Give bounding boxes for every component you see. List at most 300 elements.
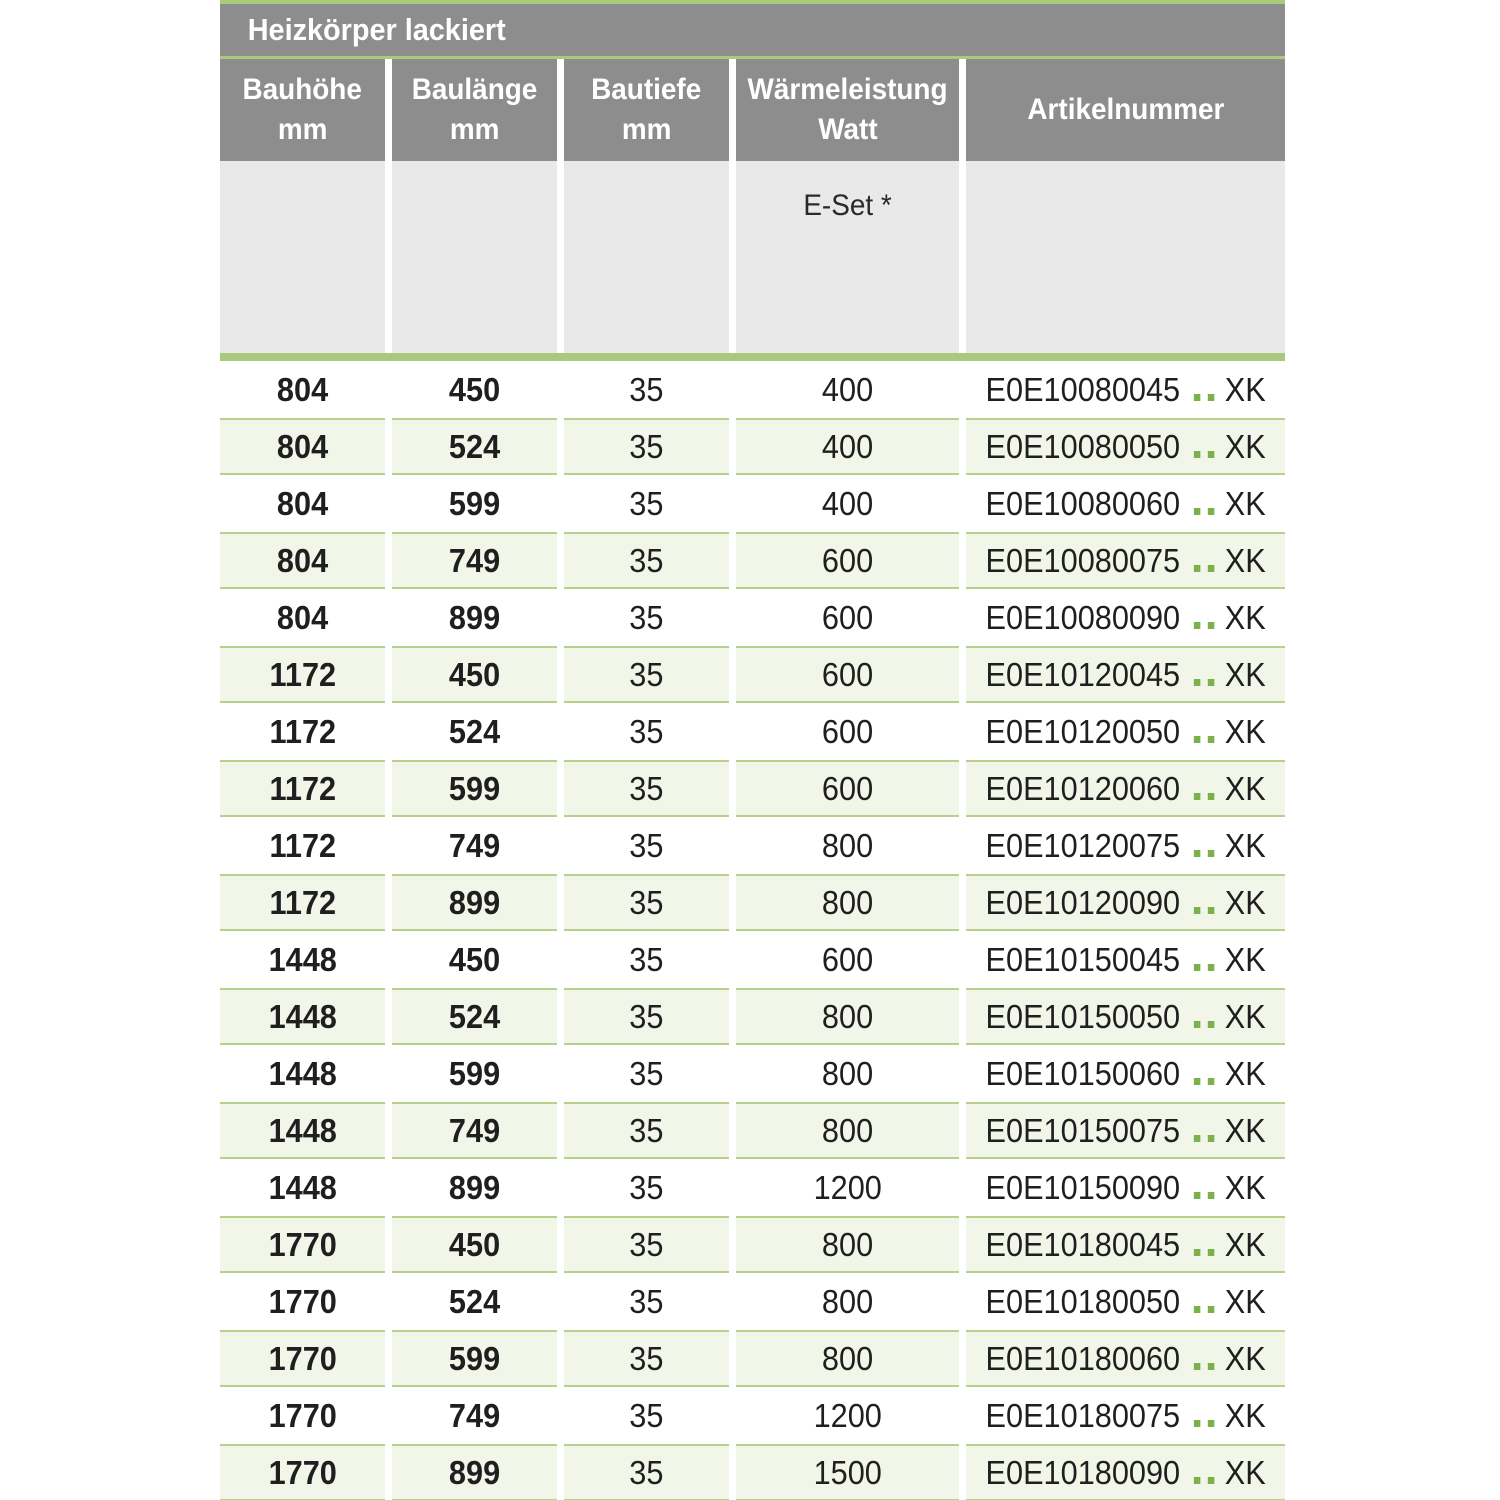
table-row (220, 475, 1285, 532)
cell-bauhoehe (220, 988, 385, 1045)
artikel-suffix: XK (1224, 655, 1266, 693)
artikelnummer-value (985, 713, 1265, 751)
table-subheader-row (220, 161, 1285, 353)
cell-artikelnummer (966, 703, 1285, 760)
cell-bautiefe (564, 988, 729, 1045)
color-code-dots-icon (1190, 1021, 1218, 1028)
color-code-dots-icon (1190, 1420, 1218, 1427)
cell-watt (736, 988, 959, 1045)
bautiefe-value: 35 (629, 769, 664, 807)
cell-bautiefe (564, 475, 729, 532)
cell-bauhoehe (220, 1330, 385, 1387)
baulaenge-value: 450 (448, 940, 501, 978)
watt-value: 800 (821, 1111, 874, 1149)
watt-value: 800 (821, 1225, 874, 1263)
artikel-suffix: XK (1224, 1396, 1266, 1434)
table-row (220, 589, 1285, 646)
bauhoehe-value: 804 (276, 541, 329, 579)
artikel-prefix: E0E10180050 (985, 1282, 1180, 1320)
artikelnummer-value (985, 1340, 1265, 1378)
column-header-baulaenge (392, 59, 557, 161)
color-code-dots-icon (1190, 394, 1218, 401)
column-label: Artikelnummer (1027, 93, 1224, 126)
artikel-suffix: XK (1224, 940, 1266, 978)
cell-artikelnummer (966, 418, 1285, 475)
baulaenge-value: 899 (448, 598, 501, 636)
watt-value: 400 (821, 427, 874, 465)
column-label: Wärmeleistung (747, 73, 948, 106)
color-code-dots-icon (1190, 1249, 1218, 1256)
bauhoehe-value: 804 (276, 598, 329, 636)
cell-baulaenge (392, 475, 557, 532)
cell-baulaenge (392, 817, 557, 874)
eset-label: E-Set * (803, 189, 892, 222)
artikelnummer-value (985, 998, 1265, 1036)
baulaenge-value: 524 (448, 997, 501, 1035)
cell-artikelnummer (966, 1216, 1285, 1273)
cell-watt (736, 589, 959, 646)
watt-value: 600 (821, 769, 874, 807)
subheader-cell-bauhoehe (220, 161, 385, 353)
cell-artikelnummer (966, 760, 1285, 817)
baulaenge-value: 749 (448, 1396, 501, 1434)
cell-baulaenge (392, 418, 557, 475)
watt-value: 800 (821, 1282, 874, 1320)
cell-artikelnummer (966, 1045, 1285, 1102)
cell-bauhoehe (220, 1444, 385, 1500)
bauhoehe-value: 1172 (269, 655, 336, 693)
cell-watt (736, 532, 959, 589)
watt-value: 600 (821, 655, 874, 693)
artikel-prefix: E0E10080075 (985, 541, 1180, 579)
watt-value: 600 (821, 940, 874, 978)
bauhoehe-value: 1448 (268, 997, 337, 1035)
column-label: Baulänge (411, 73, 538, 106)
cell-bauhoehe (220, 1387, 385, 1444)
table-row (220, 1444, 1285, 1500)
cell-artikelnummer (966, 361, 1285, 418)
bauhoehe-value: 804 (276, 370, 329, 408)
artikel-prefix: E0E10150045 (985, 940, 1180, 978)
artikelnummer-value (985, 542, 1265, 580)
cell-watt (736, 817, 959, 874)
artikelnummer-value (985, 1169, 1265, 1207)
baulaenge-value: 749 (448, 541, 501, 579)
watt-value: 400 (821, 484, 874, 522)
artikel-prefix: E0E10180060 (985, 1339, 1180, 1377)
table-row (220, 988, 1285, 1045)
cell-bautiefe (564, 1102, 729, 1159)
artikel-prefix: E0E10150050 (985, 997, 1180, 1035)
artikel-suffix: XK (1224, 1168, 1266, 1206)
cell-baulaenge (392, 532, 557, 589)
artikel-prefix: E0E10080060 (985, 484, 1180, 522)
color-code-dots-icon (1190, 736, 1218, 743)
color-code-dots-icon (1190, 451, 1218, 458)
artikel-prefix: E0E10150060 (985, 1054, 1180, 1092)
artikel-suffix: XK (1224, 1453, 1266, 1491)
bauhoehe-value: 1448 (268, 1054, 337, 1092)
bautiefe-value: 35 (629, 1111, 664, 1149)
watt-value: 800 (821, 826, 874, 864)
cell-artikelnummer (966, 1444, 1285, 1500)
cell-bauhoehe (220, 760, 385, 817)
cell-baulaenge (392, 1159, 557, 1216)
bautiefe-value: 35 (629, 370, 664, 408)
cell-bautiefe (564, 646, 729, 703)
cell-watt (736, 1273, 959, 1330)
color-code-dots-icon (1190, 964, 1218, 971)
color-code-dots-icon (1190, 850, 1218, 857)
cell-watt (736, 1330, 959, 1387)
cell-watt (736, 646, 959, 703)
column-header-bauhoehe (220, 59, 385, 161)
cell-baulaenge (392, 1102, 557, 1159)
cell-bautiefe (564, 931, 729, 988)
cell-watt (736, 1444, 959, 1500)
baulaenge-value: 450 (448, 655, 501, 693)
cell-watt (736, 931, 959, 988)
cell-baulaenge (392, 589, 557, 646)
table-title: Heizkörper lackiert (247, 12, 506, 47)
table-row (220, 931, 1285, 988)
bauhoehe-value: 1770 (268, 1396, 337, 1434)
artikel-suffix: XK (1224, 997, 1266, 1035)
column-unit: Watt (817, 113, 878, 146)
cell-bauhoehe (220, 475, 385, 532)
bautiefe-value: 35 (629, 940, 664, 978)
artikel-suffix: XK (1224, 484, 1266, 522)
bautiefe-value: 35 (629, 1282, 664, 1320)
watt-value: 1500 (813, 1453, 882, 1491)
table-row (220, 703, 1285, 760)
color-code-dots-icon (1190, 1477, 1218, 1484)
cell-artikelnummer (966, 1330, 1285, 1387)
cell-watt (736, 1102, 959, 1159)
cell-baulaenge (392, 361, 557, 418)
watt-value: 1200 (813, 1168, 882, 1206)
cell-baulaenge (392, 1387, 557, 1444)
cell-bauhoehe (220, 361, 385, 418)
artikel-suffix: XK (1224, 1282, 1266, 1320)
table-row (220, 361, 1285, 418)
baulaenge-value: 899 (448, 1453, 501, 1491)
cell-artikelnummer (966, 931, 1285, 988)
cell-baulaenge (392, 931, 557, 988)
cell-baulaenge (392, 703, 557, 760)
artikelnummer-value (985, 485, 1265, 523)
table-row (220, 1159, 1285, 1216)
artikel-prefix: E0E10120075 (985, 826, 1180, 864)
cell-bautiefe (564, 1216, 729, 1273)
cell-baulaenge (392, 874, 557, 931)
cell-baulaenge (392, 760, 557, 817)
table-body (220, 361, 1285, 1500)
cell-bautiefe (564, 1159, 729, 1216)
color-code-dots-icon (1190, 508, 1218, 515)
artikel-prefix: E0E10080050 (985, 427, 1180, 465)
cell-bauhoehe (220, 1045, 385, 1102)
table-row (220, 1102, 1285, 1159)
cell-watt (736, 1387, 959, 1444)
cell-artikelnummer (966, 1102, 1285, 1159)
artikel-prefix: E0E10080090 (985, 598, 1180, 636)
subheader-cell-bautiefe (564, 161, 729, 353)
cell-watt (736, 703, 959, 760)
bautiefe-value: 35 (629, 1339, 664, 1377)
artikel-prefix: E0E10180045 (985, 1225, 1180, 1263)
bauhoehe-value: 1172 (269, 826, 336, 864)
cell-bauhoehe (220, 589, 385, 646)
table-row (220, 532, 1285, 589)
subheader-cell-eset (736, 161, 959, 353)
baulaenge-value: 899 (448, 883, 501, 921)
bautiefe-value: 35 (629, 484, 664, 522)
watt-value: 600 (821, 541, 874, 579)
cell-artikelnummer (966, 817, 1285, 874)
cell-baulaenge (392, 1444, 557, 1500)
artikelnummer-value (985, 656, 1265, 694)
table-row (220, 418, 1285, 475)
cell-bauhoehe (220, 1159, 385, 1216)
artikel-prefix: E0E10080045 (985, 370, 1180, 408)
table-row (220, 1216, 1285, 1273)
artikelnummer-value (985, 1283, 1265, 1321)
color-code-dots-icon (1190, 679, 1218, 686)
baulaenge-value: 599 (448, 484, 501, 522)
bauhoehe-value: 1448 (268, 1111, 337, 1149)
bauhoehe-value: 1770 (268, 1339, 337, 1377)
watt-value: 600 (821, 598, 874, 636)
baulaenge-value: 599 (448, 1054, 501, 1092)
artikel-suffix: XK (1224, 826, 1266, 864)
cell-baulaenge (392, 1330, 557, 1387)
subheader-cell-baulaenge (392, 161, 557, 353)
cell-artikelnummer (966, 646, 1285, 703)
bautiefe-value: 35 (629, 1054, 664, 1092)
artikel-prefix: E0E10150090 (985, 1168, 1180, 1206)
table-header-row (220, 59, 1285, 161)
color-code-dots-icon (1190, 1192, 1218, 1199)
color-code-dots-icon (1190, 1306, 1218, 1313)
column-unit: mm (621, 113, 672, 146)
cell-watt (736, 361, 959, 418)
watt-value: 800 (821, 1339, 874, 1377)
cell-bauhoehe (220, 418, 385, 475)
artikel-suffix: XK (1224, 427, 1266, 465)
artikel-prefix: E0E10120045 (985, 655, 1180, 693)
bauhoehe-value: 1448 (268, 1168, 337, 1206)
bautiefe-value: 35 (629, 997, 664, 1035)
artikel-prefix: E0E10180075 (985, 1396, 1180, 1434)
watt-value: 600 (821, 712, 874, 750)
cell-bautiefe (564, 361, 729, 418)
cell-watt (736, 475, 959, 532)
cell-bauhoehe (220, 1216, 385, 1273)
bauhoehe-value: 804 (276, 484, 329, 522)
bautiefe-value: 35 (629, 1396, 664, 1434)
table-divider-bar (220, 353, 1285, 361)
cell-artikelnummer (966, 532, 1285, 589)
bauhoehe-value: 1172 (269, 712, 336, 750)
artikelnummer-value (985, 827, 1265, 865)
bautiefe-value: 35 (629, 883, 664, 921)
subheader-cell-artikelnummer (966, 161, 1285, 353)
table-row (220, 817, 1285, 874)
table-row (220, 646, 1285, 703)
artikel-suffix: XK (1224, 883, 1266, 921)
baulaenge-value: 524 (448, 427, 501, 465)
bauhoehe-value: 1448 (268, 940, 337, 978)
column-label: Bautiefe (591, 73, 702, 106)
watt-value: 1200 (813, 1396, 882, 1434)
table-row (220, 1045, 1285, 1102)
artikel-suffix: XK (1224, 712, 1266, 750)
table-row (220, 1387, 1285, 1444)
artikel-prefix: E0E10120090 (985, 883, 1180, 921)
bautiefe-value: 35 (629, 1168, 664, 1206)
artikel-prefix: E0E10180090 (985, 1453, 1180, 1491)
table-row (220, 760, 1285, 817)
column-unit: mm (277, 113, 328, 146)
cell-bauhoehe (220, 703, 385, 760)
bautiefe-value: 35 (629, 427, 664, 465)
bauhoehe-value: 1770 (268, 1225, 337, 1263)
artikel-suffix: XK (1224, 1339, 1266, 1377)
cell-baulaenge (392, 1273, 557, 1330)
artikelnummer-value (985, 884, 1265, 922)
bautiefe-value: 35 (629, 541, 664, 579)
cell-bauhoehe (220, 874, 385, 931)
column-header-bautiefe (564, 59, 729, 161)
cell-artikelnummer (966, 475, 1285, 532)
watt-value: 400 (821, 370, 874, 408)
cell-artikelnummer (966, 1387, 1285, 1444)
product-table (220, 0, 1285, 1500)
artikelnummer-value (985, 1226, 1265, 1264)
cell-artikelnummer (966, 988, 1285, 1045)
baulaenge-value: 899 (448, 1168, 501, 1206)
bauhoehe-value: 1172 (269, 769, 336, 807)
cell-bautiefe (564, 1273, 729, 1330)
cell-bautiefe (564, 1045, 729, 1102)
table-row (220, 874, 1285, 931)
color-code-dots-icon (1190, 907, 1218, 914)
artikel-suffix: XK (1224, 541, 1266, 579)
bauhoehe-value: 804 (276, 427, 329, 465)
cell-artikelnummer (966, 1159, 1285, 1216)
cell-bautiefe (564, 589, 729, 646)
table-title-bar (220, 4, 1285, 56)
baulaenge-value: 450 (448, 1225, 501, 1263)
cell-watt (736, 1159, 959, 1216)
cell-bautiefe (564, 1330, 729, 1387)
bautiefe-value: 35 (629, 1225, 664, 1263)
cell-bauhoehe (220, 931, 385, 988)
column-header-waermeleistung (736, 59, 959, 161)
cell-watt (736, 418, 959, 475)
artikel-suffix: XK (1224, 598, 1266, 636)
artikel-suffix: XK (1224, 370, 1266, 408)
artikel-prefix: E0E10150075 (985, 1111, 1180, 1149)
artikel-suffix: XK (1224, 1111, 1266, 1149)
artikelnummer-value (985, 770, 1265, 808)
cell-artikelnummer (966, 1273, 1285, 1330)
cell-bauhoehe (220, 646, 385, 703)
artikelnummer-value (985, 1397, 1265, 1435)
color-code-dots-icon (1190, 793, 1218, 800)
baulaenge-value: 450 (448, 370, 501, 408)
column-label: Bauhöhe (242, 73, 363, 106)
bauhoehe-value: 1770 (268, 1453, 337, 1491)
bautiefe-value: 35 (629, 655, 664, 693)
baulaenge-value: 524 (448, 1282, 501, 1320)
cell-bautiefe (564, 703, 729, 760)
watt-value: 800 (821, 997, 874, 1035)
cell-bautiefe (564, 817, 729, 874)
cell-artikelnummer (966, 589, 1285, 646)
artikel-prefix: E0E10120060 (985, 769, 1180, 807)
cell-watt (736, 1216, 959, 1273)
artikelnummer-value (985, 941, 1265, 979)
color-code-dots-icon (1190, 565, 1218, 572)
cell-bautiefe (564, 874, 729, 931)
bautiefe-value: 35 (629, 712, 664, 750)
cell-bauhoehe (220, 1102, 385, 1159)
cell-watt (736, 874, 959, 931)
color-code-dots-icon (1190, 622, 1218, 629)
cell-bautiefe (564, 532, 729, 589)
artikel-suffix: XK (1224, 1054, 1266, 1092)
bautiefe-value: 35 (629, 1453, 664, 1491)
cell-watt (736, 760, 959, 817)
watt-value: 800 (821, 1054, 874, 1092)
baulaenge-value: 599 (448, 769, 501, 807)
cell-baulaenge (392, 1216, 557, 1273)
artikelnummer-value (985, 1112, 1265, 1150)
bautiefe-value: 35 (629, 598, 664, 636)
artikelnummer-value (985, 371, 1265, 409)
baulaenge-value: 524 (448, 712, 501, 750)
cell-bautiefe (564, 760, 729, 817)
watt-value: 800 (821, 883, 874, 921)
baulaenge-value: 749 (448, 826, 501, 864)
color-code-dots-icon (1190, 1135, 1218, 1142)
artikelnummer-value (985, 1055, 1265, 1093)
bautiefe-value: 35 (629, 826, 664, 864)
table-row (220, 1330, 1285, 1387)
cell-bautiefe (564, 418, 729, 475)
table-row (220, 1273, 1285, 1330)
cell-bauhoehe (220, 817, 385, 874)
artikel-suffix: XK (1224, 769, 1266, 807)
cell-bauhoehe (220, 1273, 385, 1330)
artikel-prefix: E0E10120050 (985, 712, 1180, 750)
bauhoehe-value: 1770 (268, 1282, 337, 1320)
cell-watt (736, 1045, 959, 1102)
cell-artikelnummer (966, 874, 1285, 931)
baulaenge-value: 749 (448, 1111, 501, 1149)
artikelnummer-value (985, 428, 1265, 466)
artikelnummer-value (985, 599, 1265, 637)
bauhoehe-value: 1172 (269, 883, 336, 921)
artikelnummer-value (985, 1454, 1265, 1492)
cell-bauhoehe (220, 532, 385, 589)
column-unit: mm (449, 113, 500, 146)
cell-bautiefe (564, 1387, 729, 1444)
cell-baulaenge (392, 646, 557, 703)
color-code-dots-icon (1190, 1363, 1218, 1370)
